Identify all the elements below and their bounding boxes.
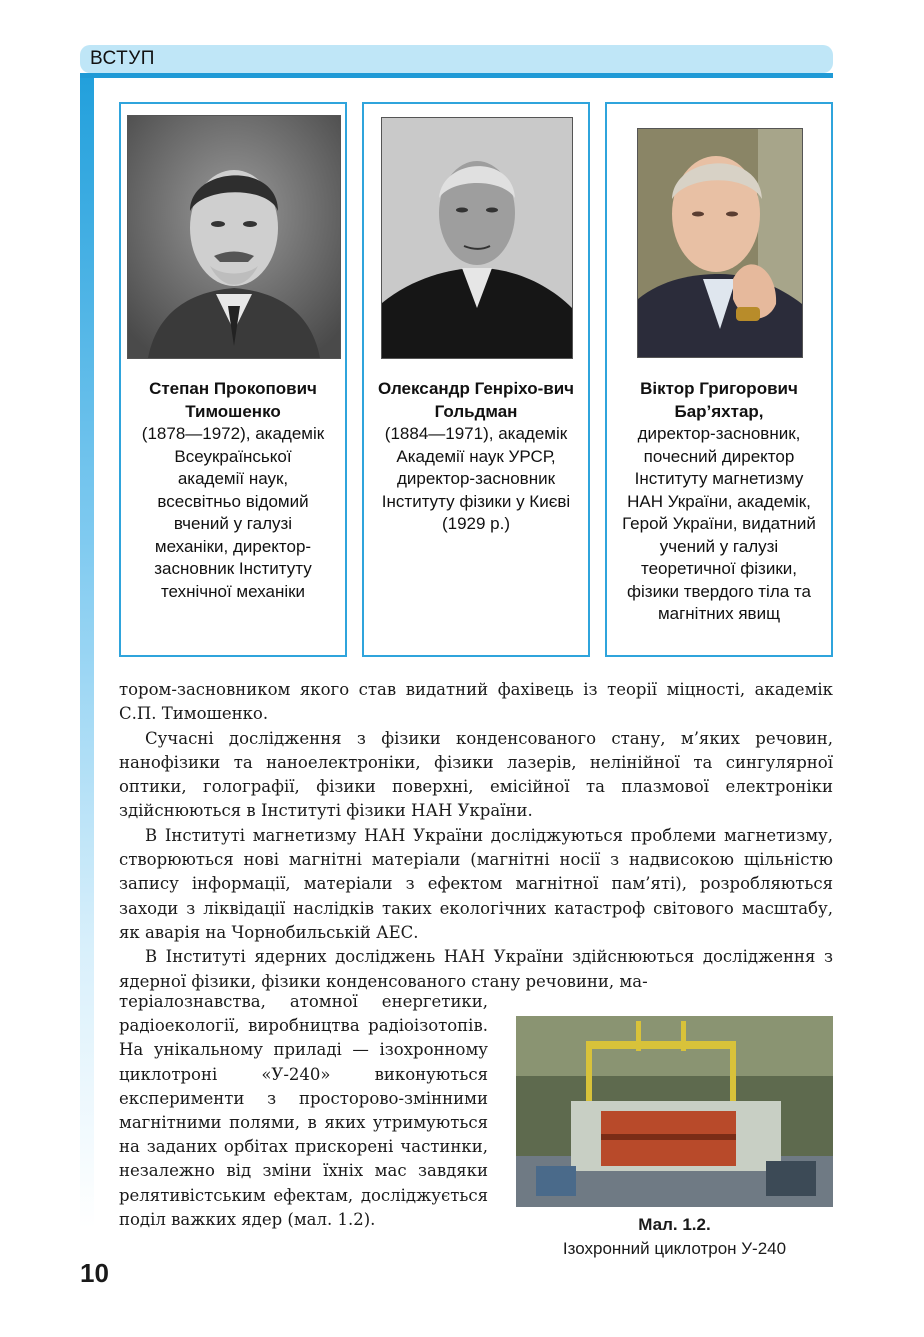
portrait-caption-baryakhtar [611, 378, 827, 626]
person-name: Олександр Генріхо-вич Гольдман [377, 379, 575, 421]
section-header-bar [80, 45, 833, 73]
section-title: ВСТУП [90, 48, 155, 69]
person-name: Степан Прокопович Тимошенко [149, 379, 317, 421]
figure-description: Ізохронний циклотрон У-240 [562, 1239, 787, 1258]
paragraph: В Інституті ядерних досліджень НАН України здійснюються дослідження з ядерної фізики, фізики конденсованого стану речовини, ма- [119, 947, 833, 991]
paragraph: В Інституті магнетизму НАН України досліджуються проблеми магнетизму, створюються нові магнітні матеріали (магнітні носії з надвисокою щільністю запису інформації, матеріали з ефектом магнітної пам’яті), розробляються заходи з ліквідації наслідків таких екологічних катастроф світового масштабу, як аварія на Чорнобильській АЕС. [119, 825, 833, 942]
portrait-caption-timoshenko [125, 378, 341, 603]
figure-label: Мал. 1.2. [638, 1215, 711, 1234]
portrait-photo-timoshenko [127, 115, 341, 359]
figure-caption [516, 1213, 833, 1261]
person-details: (1878—1972), академік Всеукраїнської академії наук, всесвітньо відомий вчений у галузі механіки, директор-засновник Інституту технічної механіки [141, 424, 325, 601]
person-details: (1884—1971), академік Академії наук УРСР, директор-засновник Інституту фізики у Києві (1929 р.) [381, 424, 571, 533]
header-divider [80, 73, 833, 78]
cyclotron-photo [516, 1016, 833, 1207]
paragraph: Сучасні дослідження з фізики конденсованого стану, м’яких речовин, нанофізики та наноелектроніки, фізики лазерів, нелінійної та сингулярної оптики, голографії, фізики поверхні, емісійної та плазмової електроніки здійснюються в Інституті фізики НАН України. [119, 728, 833, 821]
portrait-card-timoshenko [119, 102, 347, 657]
portrait-card-baryakhtar [605, 102, 833, 657]
page-number: 10 [80, 1258, 109, 1288]
main-text [119, 678, 833, 994]
portrait-photo-baryakhtar [637, 128, 803, 358]
portrait-card-goldman [362, 102, 590, 657]
portrait-photo-goldman [381, 117, 573, 359]
person-details: директор-засновник, почесний директор Інституту магнетизму НАН України, академік, Герой України, видатний учений у галузі теоретичної фізики, фізики твердого тіла та магнітних явищ [622, 424, 816, 623]
person-name: Віктор Григорович Бар’яхтар, [640, 379, 798, 421]
paragraph-continuation: теріалознавства, атомної енергетики, радіоекології, виробництва радіоізотопів. На унікальному приладі — ізохронному циклотроні «У-240» виконуються експерименти з просторово-змінними магнітними полями, в яких утримуються на заданих орбітах прискорені частинки, незалежно від зміни їхніх мас завдяки релятивістським ефектам, досліджується поділ важких ядер (мал. 1.2). [119, 992, 488, 1229]
paragraph: тором-засновником якого став видатний фахівець із теорії міцності, академік С.П. Тимошенко. [119, 680, 833, 724]
portrait-caption-goldman [368, 378, 584, 536]
left-margin-stripe [80, 78, 94, 1228]
